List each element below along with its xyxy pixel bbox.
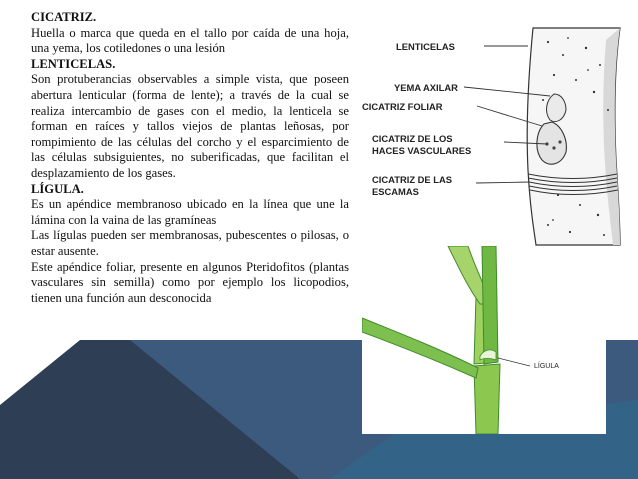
- label-escamas-line-1: CICATRIZ DE LAS: [372, 174, 453, 185]
- grass-diagram: [362, 246, 606, 434]
- ligula-heading: LÍGULA.: [31, 181, 84, 196]
- text-block: [31, 10, 349, 310]
- stem-illustration: [527, 28, 620, 245]
- ligula-paragraph-2: Las lígulas pueden ser membranosas, pubescentes o pilosas, o estar ausente.: [31, 228, 349, 258]
- stem-diagram-panel: [358, 20, 638, 248]
- stem-diagram: [358, 20, 638, 248]
- label-yema-axilar: YEMA AXILAR: [394, 82, 458, 93]
- lenticelas-paragraph: Son protuberancias observables a simple vista, que poseen abertura lenticular (forma de lente); a través de la cual se realiza intercambio de gases con el medio, la lenticela se forman en raíces y tallos viejos de plantas leñosas, por rompimiento de las células del corcho y el esparcimiento de las células subsiguientes, no suberificadas, que facilitan el desplazamiento de los gases.: [31, 72, 349, 180]
- ligula-paragraph-1: Es un apéndice membranoso ubicado en la línea que une la lámina con la vaina de las gramíneas: [31, 197, 349, 227]
- label-haces-line-1: CICATRIZ DE LOS: [372, 133, 453, 144]
- upper-stem: [482, 246, 498, 364]
- stem-lower: [474, 364, 500, 434]
- label-escamas-line-2: ESCAMAS: [372, 186, 419, 197]
- cicatriz-paragraph: Huella o marca que queda en el tallo por caída de una hoja, una yema, los cotiledones o una lesión: [31, 25, 349, 56]
- label-ligula: LÍGULA: [534, 363, 559, 370]
- grass-diagram-panel: [362, 246, 606, 434]
- ligula-paragraph-3: Este apéndice foliar, presente en algunos Pteridofitos (plantas vasculares sin semilla) como por ejemplo los licopodios, tienen una función aun desconocida: [31, 259, 349, 305]
- label-haces-line-2: HACES VASCULARES: [372, 145, 472, 156]
- lenticelas-heading: LENTICELAS.: [31, 56, 116, 71]
- cicatriz-heading: CICATRIZ.: [31, 10, 97, 24]
- label-cicatriz-foliar: CICATRIZ FOLIAR: [362, 101, 443, 112]
- label-lenticelas: LENTICELAS: [396, 41, 455, 52]
